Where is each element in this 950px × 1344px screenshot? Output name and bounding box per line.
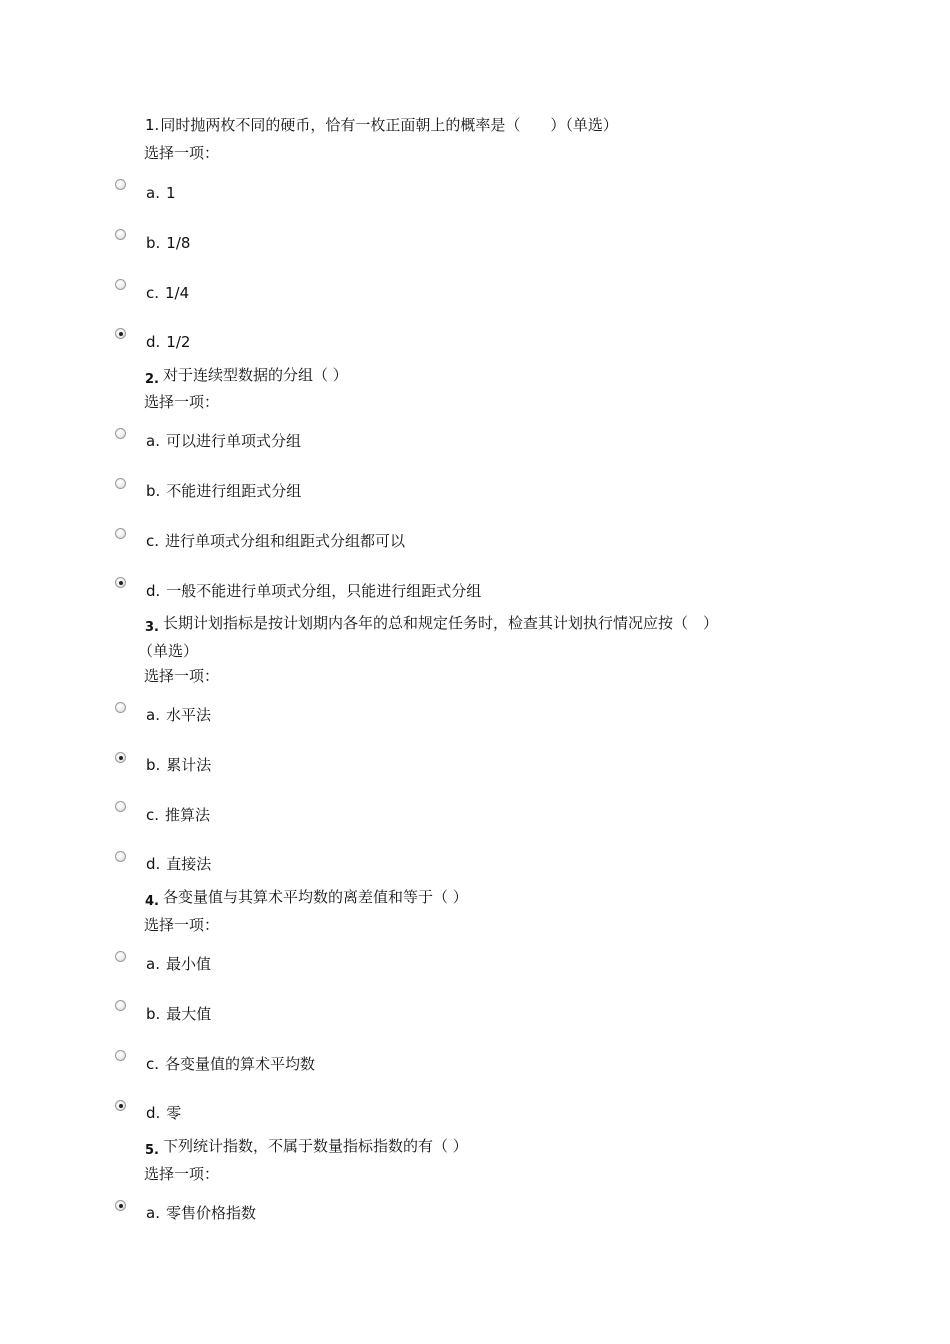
option-q3-c[interactable] (146, 805, 210, 825)
option-letter: a. (146, 955, 160, 973)
radio-q2-a[interactable] (115, 428, 126, 439)
option-q2-c[interactable] (146, 531, 405, 551)
question-4-title (145, 884, 468, 912)
option-letter: c. (146, 1055, 160, 1073)
option-text: 水平法 (165, 706, 211, 724)
option-q5-a[interactable] (146, 1203, 256, 1223)
question-text: 各变量值与其算术平均数的离差值和等于（ ） (162, 888, 468, 906)
option-letter: d. (146, 855, 161, 873)
question-4-prompt: 选择一项： (144, 916, 220, 934)
option-letter: a. (146, 432, 160, 450)
radio-q1-a[interactable] (115, 179, 126, 190)
question-number: 3. (145, 620, 159, 635)
option-q4-b[interactable] (146, 1004, 211, 1024)
radio-q2-d-selected[interactable] (115, 577, 126, 588)
question-3-title (145, 610, 718, 638)
option-q3-b[interactable] (146, 755, 211, 775)
option-text: 最小值 (165, 955, 211, 973)
question-text: 对于连续型数据的分组（ ） (162, 366, 348, 384)
option-text: 零售价格指数 (165, 1204, 256, 1222)
question-3-prompt: 选择一项： (144, 667, 220, 685)
radio-q3-c[interactable] (115, 801, 126, 812)
option-q2-d[interactable] (146, 581, 481, 601)
option-q2-a[interactable] (146, 431, 301, 451)
radio-q4-c[interactable] (115, 1050, 126, 1061)
option-letter: d. (146, 582, 161, 600)
question-3-title-continued: （单选） (138, 642, 199, 660)
question-2-prompt: 选择一项： (144, 393, 220, 411)
option-letter: d. (146, 1104, 161, 1122)
option-q1-d[interactable] (146, 332, 190, 352)
option-text: 零 (166, 1104, 182, 1122)
option-q1-a[interactable] (146, 183, 176, 203)
question-number: 4. (145, 894, 159, 909)
radio-q4-d-selected[interactable] (115, 1100, 126, 1111)
option-q1-c[interactable] (146, 283, 189, 303)
option-letter: c. (146, 284, 160, 302)
radio-q1-b[interactable] (115, 229, 126, 240)
question-1-prompt: 选择一项： (144, 144, 220, 162)
radio-q3-a[interactable] (115, 702, 126, 713)
option-text: 1/4 (165, 284, 190, 302)
option-q4-c[interactable] (146, 1054, 315, 1074)
option-text: 不能进行组距式分组 (166, 482, 302, 500)
question-number: 2. (145, 372, 159, 387)
option-letter: c. (146, 532, 160, 550)
question-text: 长期计划指标是按计划期内各年的总和规定任务时，检查其计划执行情况应按（ ） (162, 614, 718, 632)
radio-q3-d[interactable] (115, 851, 126, 862)
option-text: 1/2 (166, 333, 191, 351)
option-letter: c. (146, 806, 160, 824)
question-5-title (145, 1133, 468, 1161)
option-q4-d[interactable] (146, 1103, 181, 1123)
radio-q4-b[interactable] (115, 1000, 126, 1011)
radio-q1-d-selected[interactable] (115, 328, 126, 339)
option-q1-b[interactable] (146, 233, 190, 253)
option-letter: b. (146, 482, 161, 500)
radio-q4-a[interactable] (115, 951, 126, 962)
question-5-prompt: 选择一项： (144, 1165, 220, 1183)
option-letter: b. (146, 756, 161, 774)
option-letter: a. (146, 1204, 160, 1222)
question-text: 同时抛两枚不同的硬币，恰有一枚正面朝上的概率是（ ）（单选） (160, 116, 618, 134)
option-q3-d[interactable] (146, 854, 211, 874)
option-text: 进行单项式分组和组距式分组都可以 (165, 532, 406, 550)
option-text: 最大值 (166, 1005, 212, 1023)
option-text: 1/8 (166, 234, 191, 252)
option-letter: b. (146, 1005, 161, 1023)
option-text: 直接法 (166, 855, 212, 873)
option-text: 各变量值的算术平均数 (165, 1055, 316, 1073)
option-text: 推算法 (165, 806, 211, 824)
option-text: 一般不能进行单项式分组，只能进行组距式分组 (166, 582, 482, 600)
option-letter: b. (146, 234, 161, 252)
radio-q2-c[interactable] (115, 528, 126, 539)
radio-q5-a-selected[interactable] (115, 1200, 126, 1211)
option-letter: a. (146, 184, 160, 202)
radio-q1-c[interactable] (115, 279, 126, 290)
question-2-title (145, 362, 348, 390)
option-text: 累计法 (166, 756, 212, 774)
option-text: 1 (165, 184, 176, 202)
question-number: 1. (145, 116, 160, 134)
question-1-title (145, 112, 618, 139)
option-text: 可以进行单项式分组 (165, 432, 301, 450)
question-text: 下列统计指数，不属于数量指标指数的有（ ） (162, 1137, 468, 1155)
radio-q3-b-selected[interactable] (115, 752, 126, 763)
option-letter: d. (146, 333, 161, 351)
option-letter: a. (146, 706, 160, 724)
radio-q2-b[interactable] (115, 478, 126, 489)
option-q3-a[interactable] (146, 705, 211, 725)
question-number: 5. (145, 1143, 159, 1158)
option-q2-b[interactable] (146, 481, 301, 501)
option-q4-a[interactable] (146, 954, 211, 974)
